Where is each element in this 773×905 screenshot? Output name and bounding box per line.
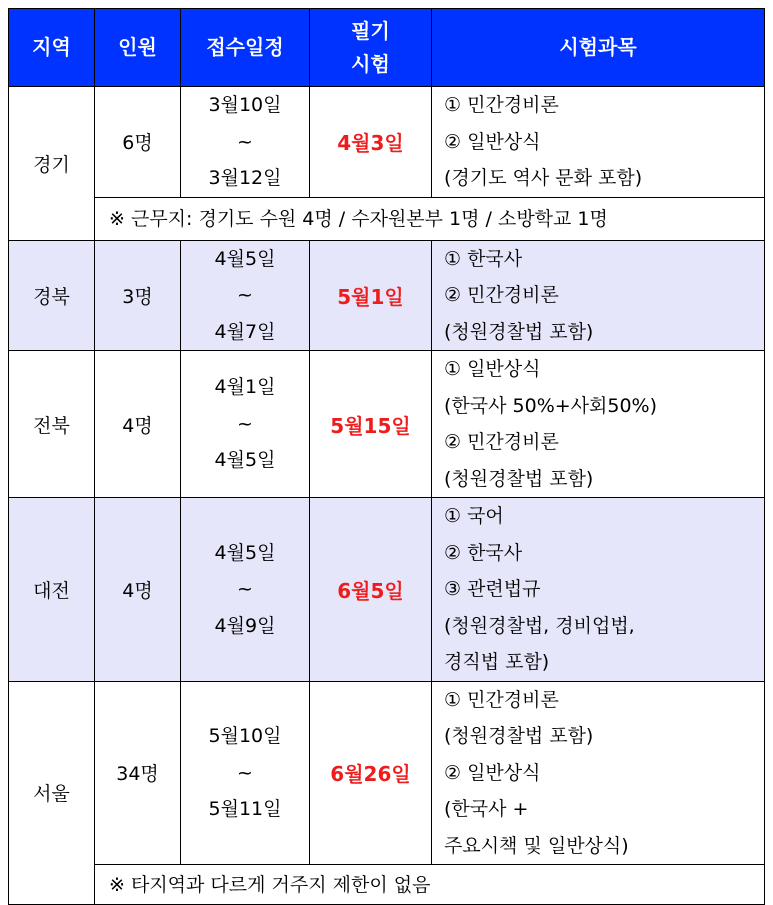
subjects-cell bbox=[432, 240, 765, 351]
header-exam-line2: 시험 bbox=[351, 51, 390, 76]
subject-line: (청원경찰법 포함) bbox=[444, 320, 594, 343]
header-row bbox=[9, 9, 765, 87]
note-row bbox=[9, 197, 765, 240]
table-row bbox=[9, 681, 765, 865]
subjects-cell bbox=[432, 87, 765, 198]
schedule-tilde: ~ bbox=[237, 412, 253, 435]
count-cell: 4명 bbox=[95, 498, 181, 682]
header-exam bbox=[310, 9, 432, 87]
exam-date-cell: 6월26일 bbox=[310, 681, 432, 865]
header-schedule: 접수일정 bbox=[181, 9, 310, 87]
subject-line: ① 한국사 bbox=[444, 247, 523, 270]
subject-line: (한국사 + bbox=[444, 798, 529, 820]
table-row bbox=[9, 351, 765, 498]
subject-line: (청원경찰법 포함) bbox=[444, 467, 594, 490]
subject-line: (청원경찰법, 경비업법, bbox=[444, 614, 635, 637]
schedule-tilde: ~ bbox=[237, 130, 253, 153]
recruitment-table bbox=[8, 8, 765, 905]
note-cell bbox=[95, 197, 765, 240]
region-cell: 전북 bbox=[9, 351, 95, 498]
schedule-tilde: ~ bbox=[237, 284, 253, 306]
table-row bbox=[9, 240, 765, 351]
subject-line: ① 민간경비론 bbox=[444, 94, 559, 116]
exam-date-cell: 5월15일 bbox=[310, 351, 432, 498]
schedule-tilde: ~ bbox=[237, 761, 253, 784]
schedule-end: 4월9일 bbox=[214, 614, 276, 637]
subject-line: ② 민간경비론 bbox=[444, 431, 559, 453]
schedule-end: 4월7일 bbox=[214, 320, 276, 343]
schedule-start: 4월1일 bbox=[214, 376, 276, 399]
count-cell: 34명 bbox=[95, 681, 181, 865]
subject-line: (경기도 역사 문화 포함) bbox=[444, 167, 643, 189]
count-cell: 3명 bbox=[95, 240, 181, 351]
schedule-start: 5월10일 bbox=[208, 725, 282, 747]
subject-line: ② 민간경비론 bbox=[444, 284, 559, 306]
subjects-cell bbox=[432, 498, 765, 682]
subject-line: ① 일반상식 bbox=[444, 358, 541, 380]
header-subjects: 시험과목 bbox=[432, 9, 765, 87]
schedule-cell bbox=[181, 681, 310, 865]
subject-line: (한국사 50%+사회50%) bbox=[444, 394, 658, 417]
subject-line: ③ 관련법규 bbox=[444, 578, 541, 600]
schedule-tilde: ~ bbox=[237, 578, 253, 600]
header-region: 지역 bbox=[9, 9, 95, 87]
region-cell: 대전 bbox=[9, 498, 95, 682]
region-cell: 서울 bbox=[9, 681, 95, 905]
schedule-cell bbox=[181, 87, 310, 198]
note-text: ※ 근무지: 경기도 수원 4명 / 수자원본부 1명 / 소방학교 1명 bbox=[109, 207, 608, 230]
subjects-cell bbox=[432, 681, 765, 865]
schedule-start: 4월5일 bbox=[214, 541, 276, 564]
subjects-cell bbox=[432, 351, 765, 498]
exam-date-cell: 5월1일 bbox=[310, 240, 432, 351]
exam-date-cell: 6월5일 bbox=[310, 498, 432, 682]
region-cell: 경북 bbox=[9, 240, 95, 351]
table-row bbox=[9, 87, 765, 198]
subject-line: ② 일반상식 bbox=[444, 130, 541, 153]
schedule-end: 3월12일 bbox=[208, 167, 282, 189]
region-cell: 경기 bbox=[9, 87, 95, 241]
count-cell: 6명 bbox=[95, 87, 181, 198]
schedule-start: 4월5일 bbox=[214, 247, 276, 270]
subject-line: ② 일반상식 bbox=[444, 761, 541, 784]
subject-line: ② 한국사 bbox=[444, 541, 523, 564]
subject-line: ① 국어 bbox=[444, 505, 504, 527]
schedule-cell bbox=[181, 351, 310, 498]
subject-line: ① 민간경비론 bbox=[444, 688, 559, 711]
note-cell bbox=[95, 865, 765, 905]
schedule-end: 4월5일 bbox=[214, 449, 276, 472]
schedule-cell bbox=[181, 498, 310, 682]
subject-line: 경직법 포함) bbox=[444, 651, 550, 673]
schedule-cell bbox=[181, 240, 310, 351]
subject-line: (청원경찰법 포함) bbox=[444, 725, 594, 747]
exam-date-cell: 4월3일 bbox=[310, 87, 432, 198]
note-text: ※ 타지역과 다르게 거주지 제한이 없음 bbox=[109, 873, 431, 896]
count-cell: 4명 bbox=[95, 351, 181, 498]
schedule-end: 5월11일 bbox=[208, 798, 282, 820]
header-count: 인원 bbox=[95, 9, 181, 87]
subject-line: 주요시책 및 일반상식) bbox=[444, 834, 629, 857]
header-exam-line1: 필기 bbox=[351, 18, 390, 43]
table-row bbox=[9, 498, 765, 682]
schedule-start: 3월10일 bbox=[208, 94, 282, 116]
note-row bbox=[9, 865, 765, 905]
